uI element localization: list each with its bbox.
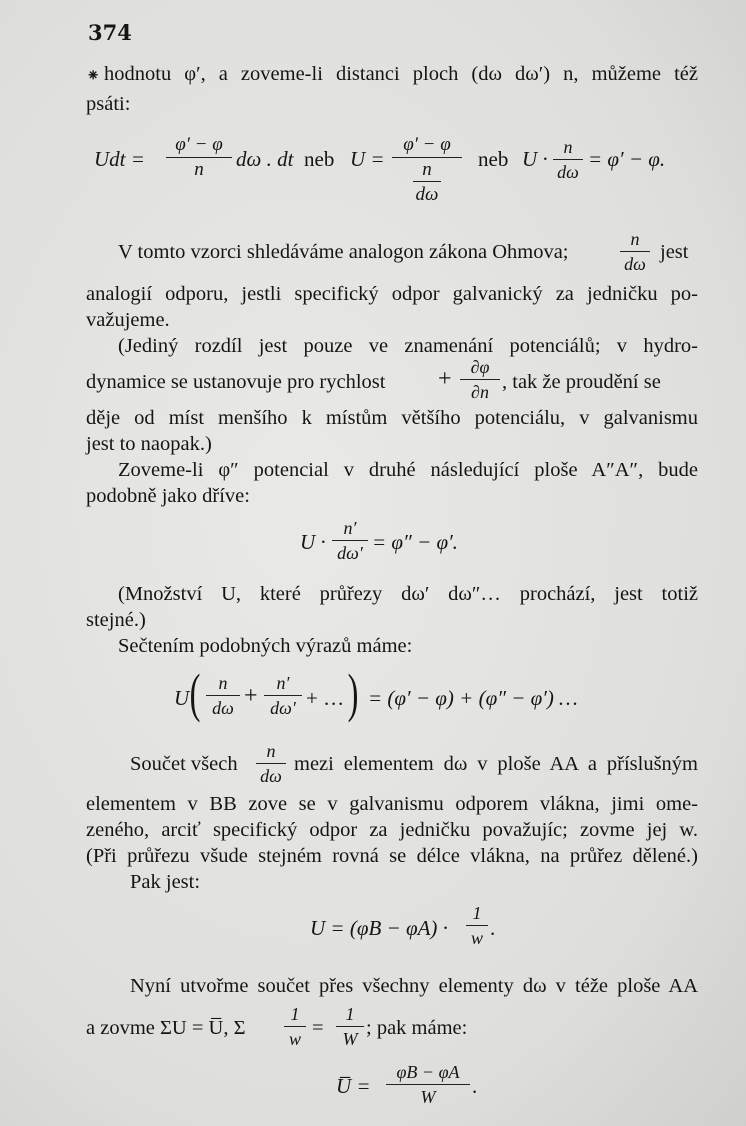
text-line: (Množství U, které průřezy dω′ dω″… prochází, jest totiž [118, 583, 698, 605]
fraction: 1 w [284, 1003, 306, 1050]
text-line: V tomto vzorci shledáváme analogon zákona Ohmova; [118, 241, 569, 263]
text-line: psáti: [86, 93, 131, 115]
fraction: n dω [553, 136, 583, 183]
text-line: Zoveme-li φ″ potencial v druhé následující ploše A″A″, bude [118, 459, 698, 481]
fraction: 1 W [336, 1003, 364, 1050]
eq-text: U̅ = [336, 1074, 371, 1098]
fraction: φ′ − φ n [166, 134, 232, 181]
eq-text: neb [304, 147, 335, 171]
eq-text: U = [350, 147, 385, 171]
text-line: zeného, arciť specifický odpor za jedničku považujíc; zovme jej w. [86, 819, 698, 841]
text-line: podobně jako dříve: [86, 485, 250, 507]
text-line: a zovme ΣU = U̅, Σ [86, 1017, 246, 1039]
text-line: analogií odporu, jestli specifický odpor galvanický za jedničku po- [86, 283, 698, 305]
plus-sign: + [438, 366, 452, 392]
fraction: φ′ − φ n [392, 134, 462, 181]
footnote-marker: ⁕ [86, 66, 101, 85]
eq-text: + … [306, 686, 345, 710]
text-line: = [312, 1017, 324, 1039]
text-line: mezi elementem dω v ploše AA a příslušným [294, 753, 698, 775]
text-line: (Jediný rozdíl jest pouze ve znamenání potenciálů; v hydro- [118, 335, 698, 357]
text-line: Nyní utvořme součet přes všechny elementy dω v téže ploše AA [130, 975, 698, 997]
eq-text: U · [300, 530, 326, 554]
text-line: važujeme. [86, 309, 170, 331]
page-number: 374 [88, 20, 132, 45]
fraction: 1 w [466, 902, 488, 949]
text-line: ; pak máme: [366, 1017, 468, 1039]
fraction: n dω [206, 672, 240, 719]
eq-text: Udt = [94, 147, 145, 171]
eq-text: dω . dt [236, 147, 294, 171]
text-line: Sečtením podobných výrazů máme: [118, 635, 413, 657]
text-line: jest to naopak.) [86, 433, 212, 455]
fraction: n′ dω′ [332, 517, 368, 564]
eq-text: U · [522, 147, 548, 171]
eq-text: = φ′ − φ. [588, 147, 666, 171]
fraction-bar [413, 181, 441, 182]
text-line: dynamice se ustanovuje pro rychlost [86, 371, 386, 393]
eq-text: U = (φB − φA) · [310, 916, 448, 940]
eq-text: U [174, 686, 190, 710]
eq-text: = (φ′ − φ) + (φ″ − φ′) … [368, 686, 578, 710]
fraction: n dω [256, 740, 286, 787]
fraction: ∂φ ∂n [460, 356, 500, 403]
fraction: n′ dω′ [264, 672, 302, 719]
text-line: jest [660, 241, 689, 263]
eq-text: neb [478, 147, 509, 171]
right-paren: ) [347, 663, 359, 723]
eq-text: . [490, 916, 496, 940]
text-line: Pak jest: [130, 871, 201, 893]
text-line: stejné.) [86, 609, 146, 631]
eq-text: = φ″ − φ′. [372, 530, 458, 554]
text-line: Součet všech [130, 753, 238, 775]
eq-text: + [244, 683, 258, 709]
text-line: elementem v BB zove se v galvanismu odporem vlákna, jimi ome- [86, 793, 698, 815]
text-line: děje od míst menšího k místům většího potenciálu, v galvanismu [86, 407, 698, 429]
fraction: n dω [620, 228, 650, 275]
text-line: , tak že proudění se [502, 371, 661, 393]
text-line: (Při průřezu všude stejném rovná se délce vlákna, na průřez dělené.) [86, 845, 698, 867]
fraction: dω [415, 184, 439, 205]
left-paren: ( [189, 663, 201, 723]
eq-text: . [472, 1074, 478, 1098]
fraction: φB − φA W [386, 1061, 470, 1108]
text-line: hodnotu φ′, a zoveme-li distanci ploch (dω dω′) n, můžeme též [104, 63, 698, 85]
